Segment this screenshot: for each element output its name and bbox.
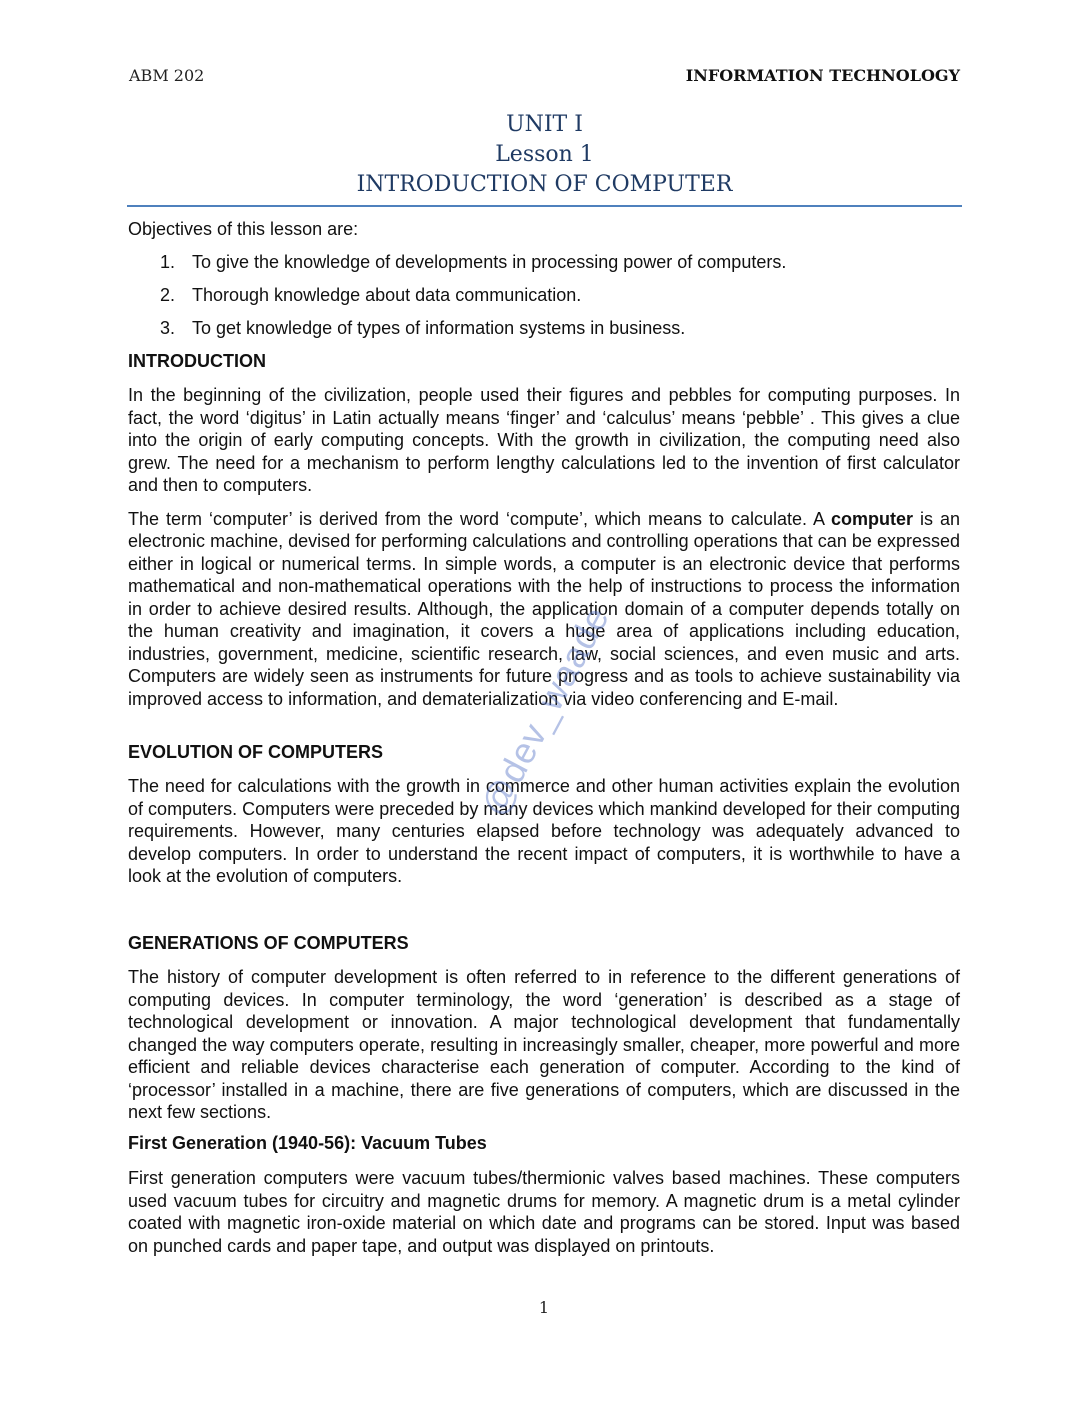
objectives-list	[128, 251, 960, 339]
watermark: @dev_waade	[472, 599, 618, 823]
bold-term: computer	[831, 508, 914, 529]
paragraph: In the beginning of the civilization, people used their figures and pebbles for computing purposes. In fact, the word ‘digitus’ in Latin actually means ‘finger’ and ‘calculus’ means ‘pebble’ . This gives a clue into the origin of early computing concepts. With the growth in civilization, the computing need also grew. The need for a mechanism to perform lengthy calculations led to the invention of first calculator and then to computers.	[128, 385, 960, 495]
course-code: ABM 202	[129, 66, 205, 85]
subsection-heading: First Generation (1940-56): Vacuum Tubes	[128, 1133, 487, 1153]
paragraph: First generation computers were vacuum tubes/thermionic valves based machines. These computers used vacuum tubes for circuitry and magnetic drums for memory. A magnetic drum is a metal cylinder coated with magnetic iron-oxide material on which date and programs can be stored. Input was based on punched cards and paper tape, and output was displayed on printouts.	[128, 1168, 960, 1256]
first-generation-section	[128, 1132, 960, 1257]
unit-title: UNIT I	[506, 112, 583, 137]
list-number: 1.	[160, 252, 176, 272]
list-text: To give the knowledge of developments in processing power of computers.	[192, 252, 787, 272]
objectives-intro: Objectives of this lesson are:	[128, 219, 359, 239]
paragraph-text: is an electronic machine, devised for performing calculations and controlling operations that can be expressed either in logical or numerical terms. In simple words, a computer is an electronic device that performs mathematical and non-mathematical operations with the help of instructions to process the information in order to achieve desired results. Although, the application domain of a computer depends totally on the human creativity and imagination, it covers a huge area of applications including education, industries, government, medicine, scientific research, law, social sciences, and even music and arts. Computers are widely seen as instruments for future progress and as tools to achieve sustainability via improved access to information, and dematerialization via video conferencing and E-mail.	[128, 508, 960, 709]
topic-title: INTRODUCTION OF COMPUTER	[356, 172, 733, 197]
paragraph: The need for calculations with the growth in commerce and other human activities explain the evolution of computers. Computers were preceded by many devices which mankind developed for their computing requirements. However, many centuries elapsed before technology was adequately advanced to develop computers. In order to understand the recent impact of computers, it is worthwhile to have a look at the evolution of computers.	[128, 776, 960, 886]
title-divider	[127, 205, 962, 207]
paragraph-text: The term ‘computer’ is derived from the word ‘compute’, which means to calculate. A	[128, 508, 831, 529]
introduction-section	[128, 350, 960, 710]
evolution-section	[128, 741, 960, 888]
list-text: To get knowledge of types of information systems in business.	[192, 318, 686, 338]
paragraph: The history of computer development is often referred to in reference to the different generations of computing devices. In computer terminology, the word ‘generation’ is described as a stage of technological development or innovation. A major technological development that fundamentally changed the way computers operate, resulting in increasingly smaller, cheaper, more powerful and more efficient and reliable devices characterise each generation of computer. According to the kind of ‘processor’ installed in a machine, there are five generations of computers, which are discussed in the next few sections.	[128, 967, 960, 1122]
list-number: 3.	[160, 318, 176, 338]
section-heading: GENERATIONS OF COMPUTERS	[128, 933, 409, 953]
objectives-section	[128, 218, 960, 339]
course-title: INFORMATION TECHNOLOGY	[685, 66, 960, 85]
section-heading: EVOLUTION OF COMPUTERS	[128, 742, 384, 762]
page-number: 1	[538, 1298, 550, 1317]
list-text: Thorough knowledge about data communication.	[192, 285, 582, 305]
generations-section	[128, 932, 960, 1124]
lesson-title-block	[129, 110, 960, 200]
section-heading: INTRODUCTION	[128, 351, 266, 371]
list-item	[128, 251, 960, 273]
list-item	[128, 284, 960, 306]
lesson-title: Lesson 1	[495, 142, 594, 167]
list-number: 2.	[160, 285, 176, 305]
list-item	[128, 317, 960, 339]
